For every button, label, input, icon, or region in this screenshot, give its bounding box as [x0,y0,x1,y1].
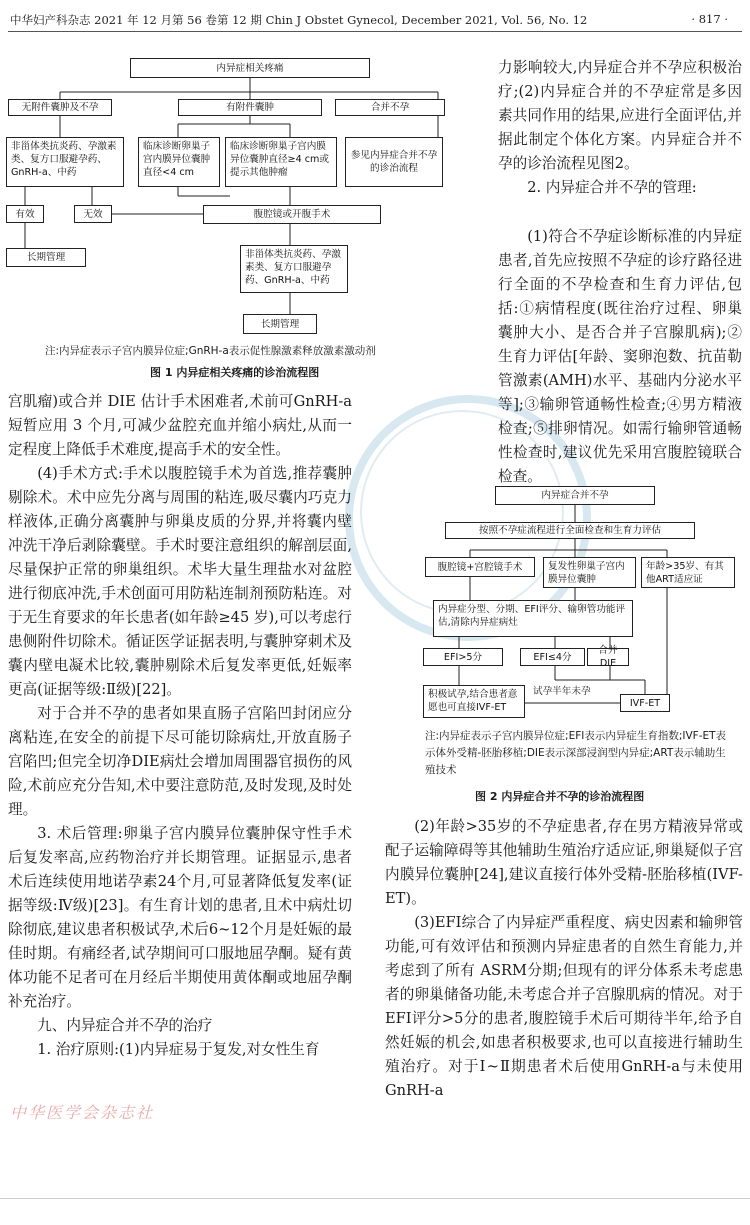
figure-1 [0,0,500,390]
fig1-box-postop-medication: 非甾体类抗炎药、孕激素类、复方口服避孕药、GnRH-a、中药 [240,245,348,293]
fig1-box-small-cyst: 临床诊断卵巢子宫内膜异位囊肿直径<4 cm [138,137,220,187]
right-column-top [498,56,742,200]
fig2-box-evaluation: 按照不孕症流程进行全面检查和生育力评估 [445,522,695,539]
right-para-4: (3)EFI综合了内异症严重程度、病史因素和输卵管功能,可有效评估和预测内异症患者的自然生育能力,并考虑到了所有 ASRM分期;但现有的评分体系未考虑患者的卵巢储备功能,未考虑合并子宫腺肌病的情况。对于EFI评分>5分的患者,腹腔镜手术后可期待半年,给予自然妊娠的机会,如患者积极要求,也可以直接进行辅助生殖治疗。对于Ⅰ~Ⅱ期患者术后使用GnRH-a与未使用GnRH-a [385,914,743,1099]
fig2-box-try-conceive: 积极试孕,结合患者意愿也可直接IVF-ET [423,685,525,718]
right-column-bottom [385,815,743,1103]
figure-2 [415,480,745,810]
left-para-5: 1. 治疗原则:(1)内异症易于复发,对女性生育 [37,1041,320,1058]
fig1-box-surgery: 腹腔镜或开腹手术 [203,205,381,224]
fig1-box-medication: 非甾体类抗炎药、孕激素类、复方口服避孕药、GnRH-a、中药 [6,137,124,187]
publisher-logo-text: 中华医学会杂志社 [10,1103,155,1122]
fig1-box-effective: 有效 [6,205,44,223]
fig1-box-large-cyst: 临床诊断卵巢子宫内膜异位囊肿直径≥4 cm或提示其他肿瘤 [225,137,337,187]
page-bottom-rule [0,1198,750,1199]
fig1-box-see-infertility: 参见内异症合并不孕的诊治流程 [345,137,443,187]
fig2-box-ivf: IVF-ET [620,694,670,712]
section-heading: 九、内异症合并不孕的治疗 [37,1017,213,1034]
fig2-box-recurrent-cyst: 复发性卵巢子宫内膜异位囊肿 [543,557,636,588]
fig2-box-age-over-35: 年龄>35岁、有其他ART适应证 [641,557,735,588]
left-column [8,390,352,1062]
left-para-1: 宫肌瘤)或合并 DIE 估计手术困难者,术前可GnRH-a 短暂应用 3 个月,可减少盆腔充血并缩小病灶,从而一定程度上降低手术难度,提高手术的安全性。 [8,393,352,458]
fig1-caption: 图 1 内异症相关疼痛的诊治流程图 [150,366,320,379]
left-para-4: 3. 术后管理:卵巢子宫内膜异位囊肿保守性手术后复发率高,应药物治疗并长期管理。证据显示,患者术后连续使用地诺孕素24个月,可显著降低复发率(证据等级:Ⅳ级)[23]。有生育计划的患者,且术中病灶切除彻底,建议患者积极试孕,术后6~12个月是妊娠的最佳时期。有痛经者,试孕期间可口服地屈孕酮。疑有黄体功能不足者可在月经后半期使用黄体酮或地屈孕酮补充治疗。 [8,825,352,1010]
left-para-2: (4)手术方式:手术以腹腔镜手术为首选,推荐囊肿剔除术。术中应先分离与周围的粘连,吸尽囊内巧克力样液体,正确分离囊肿与卵巢皮质的分界,并将囊内壁冲洗干净后剥除囊壁。手术时要注意组织的解剖层面,尽量保护正常的卵巢组织。术毕大量生理盐水对盆腔进行彻底冲洗,手术创面可用防粘连制剂预防粘连。对于无生育要求的年长患者(如年龄≥45 岁),可以考虑行患侧附件切除术。循证医学证据表明,与囊肿穿刺术及囊内壁电凝术比较,囊肿剔除术后复发率更低,妊娠率更高(证据等级:Ⅱ级)[22]。 [8,465,352,698]
fig2-box-efi-high: EFI>5分 [423,648,503,666]
fig2-caption: 图 2 内异症合并不孕的诊治流程图 [475,790,645,803]
fig2-box-top: 内异症合并不孕 [495,486,655,505]
fig1-box-long-term-1: 长期管理 [6,248,86,267]
fig1-box-long-term-2: 长期管理 [243,314,317,334]
fig1-box-cyst: 有附件囊肿 [178,99,322,116]
left-para-3: 对于合并不孕的患者如果直肠子宫陷凹封闭应分离粘连,在安全的前提下尽可能切除病灶,开放直肠子宫陷凹;但完全切净DIE病灶会增加周围器官损伤的风险,术前应充分告知,术中要注意防范,及时发现,及时处理。 [8,705,352,818]
fig2-box-die: 合并DIE [587,648,629,666]
right-subheading: 2. 内异症合并不孕的管理: [527,179,697,196]
right-column-mid [498,225,742,489]
journal-header: 中华妇产科杂志 2021 年 12 月第 56 卷第 12 期 Chin J Obstet Gynecol, December 2021, Vol. 56, No. 12 [10,13,588,27]
fig1-note: 注:内异症表示子宫内膜异位症;GnRH-a表示促性腺激素释放激素激动剂 [45,345,376,357]
fig1-box-ineffective: 无效 [74,205,112,223]
fig2-box-efi-low: EFI≤4分 [520,648,585,666]
publisher-logo [10,1100,310,1122]
right-para-2: (1)符合不孕症诊断标准的内异症患者,首先应按照不孕症的诊疗路径进行全面的不孕检查和生育力评估,包括:①病情程度(既往治疗过程、卵巢囊肿大小、是否合并子宫腺肌病);②生育力评估[年龄、窦卵泡数、抗苗勒管激素(AMH)水平、基础内分泌水平等];③输卵管通畅性检查;④男方精液检查;⑤排卵情况。如需行输卵管通畅性检查时,建议优先采用宫腹腔镜联合检查。 [498,228,742,485]
fig1-box-infertility: 合并不孕 [335,99,445,116]
right-para-1: 力影响较大,内异症合并不孕应积极治疗;(2)内异症合并的不孕症常是多因素共同作用的结果,应进行全面评估,并据此制定个体化方案。内异症合并不孕的诊治流程见图2。 [498,59,742,172]
fig2-label-half-year: 试孕半年未孕 [533,686,591,697]
right-para-3: (2)年龄>35岁的不孕症患者,存在男方精液异常或配子运输障碍等其他辅助生殖治疗适应证,卵巢疑似子宫内膜异位囊肿[24],建议直接行体外受精-胚胎移植(IVF-ET)。 [385,818,743,907]
page-number: · 817 · [691,12,728,26]
fig1-box-pain: 内异症相关疼痛 [130,58,370,78]
fig2-box-staging: 内异症分型、分期、EFI评分、输卵管功能评估,清除内异症病灶 [433,600,633,637]
fig1-box-no-cyst: 无附件囊肿及不孕 [8,99,112,116]
fig2-note: 注:内异症表示子宫内膜异位症;EFI表示内异症生育指数;IVF-ET表示体外受精-胚胎移植;DIE表示深部浸润型内异症;ART表示辅助生殖技术 [425,730,727,776]
fig2-box-laparoscopy: 腹腔镜+宫腔镜手术 [425,557,535,577]
